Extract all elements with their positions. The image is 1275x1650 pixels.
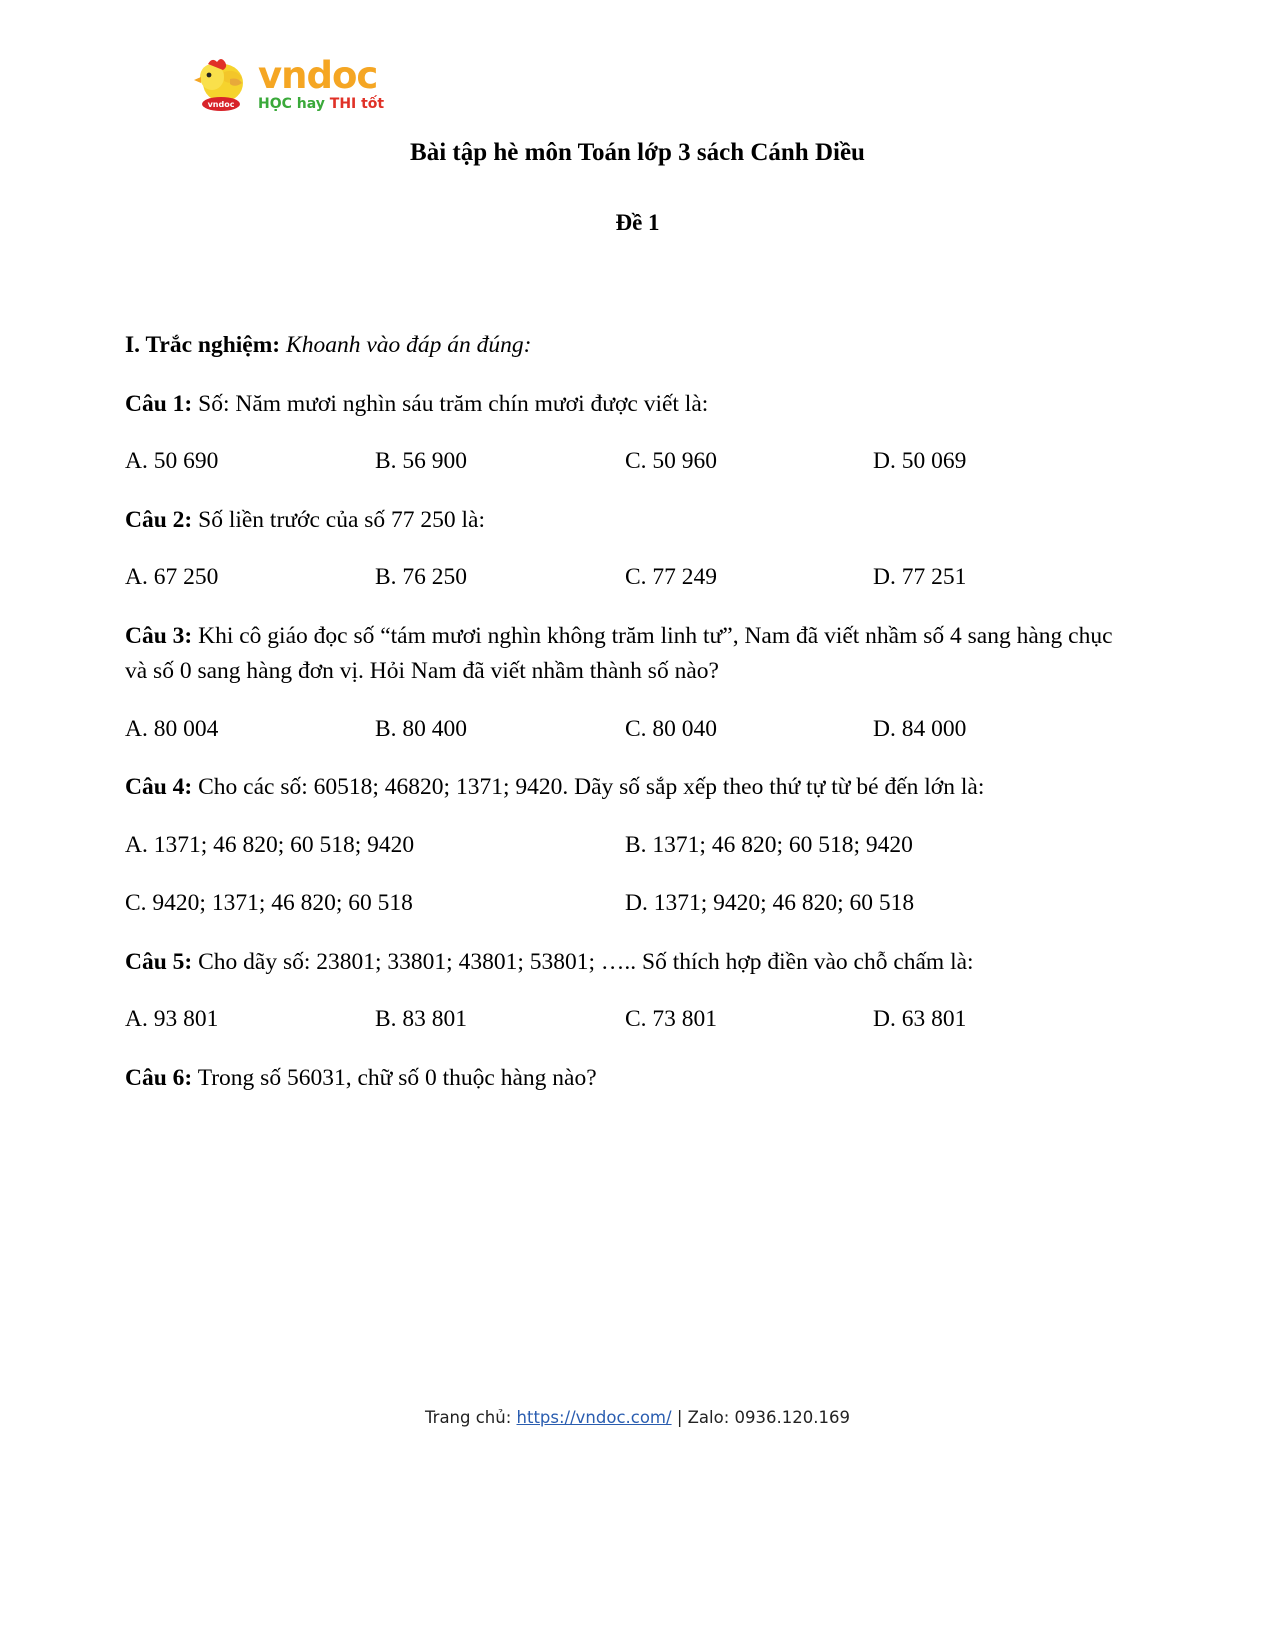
question-3-text: Khi cô giáo đọc số “tám mươi nghìn không trăm linh tư”, Nam đã viết nhầm số 4 sang hàng chục và số 0 sang hàng đơn vị. Hỏi Nam đã viết nhầm thành số nào? — [125, 622, 1113, 685]
question-4 — [125, 770, 1135, 806]
question-1-option-c[interactable]: C. 50 960 — [625, 448, 718, 475]
question-3-option-d[interactable]: D. 84 000 — [873, 716, 967, 743]
question-2-text: Số liền trước của số 77 250 là: — [198, 506, 486, 533]
logo-tagline — [258, 97, 384, 111]
question-3 — [125, 619, 1135, 690]
page-footer — [0, 1408, 1275, 1427]
question-4-label: Câu 4: — [125, 774, 193, 801]
logo-wordmark — [258, 54, 385, 112]
question-6-label: Câu 6: — [125, 1064, 193, 1091]
question-4-option-b[interactable]: B. 1371; 46 820; 60 518; 9420 — [625, 832, 913, 859]
footer-homepage-link[interactable]: https://vndoc.com/ — [516, 1408, 672, 1427]
question-4-option-c[interactable]: C. 9420; 1371; 46 820; 60 518 — [125, 890, 413, 917]
question-5-option-d[interactable]: D. 63 801 — [873, 1006, 967, 1033]
svg-text:vndoc: vndoc — [207, 100, 235, 109]
question-4-option-a[interactable]: A. 1371; 46 820; 60 518; 9420 — [125, 832, 415, 859]
question-2-option-b[interactable]: B. 76 250 — [375, 564, 468, 591]
footer-prefix: Trang chủ: — [425, 1408, 517, 1427]
question-5-option-c[interactable]: C. 73 801 — [625, 1006, 718, 1033]
question-1-option-b[interactable]: B. 56 900 — [375, 448, 468, 475]
question-4-options-row-2 — [125, 886, 1135, 921]
question-1-text: Số: Năm mươi nghìn sáu trăm chín mươi được viết là: — [198, 390, 709, 417]
site-logo — [190, 55, 384, 113]
question-6-text: Trong số 56031, chữ số 0 thuộc hàng nào? — [197, 1064, 597, 1091]
question-4-text: Cho các số: 60518; 46820; 1371; 9420. Dãy số sắp xếp theo thứ tự từ bé đến lớn là: — [198, 774, 985, 801]
document-title: Bài tập hè môn Toán lớp 3 sách Cánh Diều — [410, 139, 865, 166]
question-1 — [125, 387, 1135, 423]
document-body — [125, 328, 1135, 1118]
question-3-options — [125, 712, 1135, 747]
question-1-option-a[interactable]: A. 50 690 — [125, 448, 219, 475]
question-2-label: Câu 2: — [125, 506, 193, 533]
section-heading — [125, 328, 1135, 364]
question-2-option-c[interactable]: C. 77 249 — [625, 564, 718, 591]
question-4-options-row-1 — [125, 828, 1135, 863]
logo-word: vndoc — [258, 54, 378, 97]
section-instruction: Khoanh vào đáp án đúng: — [286, 332, 532, 358]
question-2-options — [125, 560, 1135, 595]
question-1-options — [125, 444, 1135, 479]
question-3-label: Câu 3: — [125, 622, 193, 649]
logo-tagline-green: HỌC hay — [258, 96, 325, 112]
question-5-options — [125, 1002, 1135, 1037]
footer-suffix: | Zalo: 0936.120.169 — [671, 1408, 850, 1427]
question-2-option-d[interactable]: D. 77 251 — [873, 564, 967, 591]
question-1-option-d[interactable]: D. 50 069 — [873, 448, 967, 475]
question-1-label: Câu 1: — [125, 390, 193, 417]
question-3-option-c[interactable]: C. 80 040 — [625, 716, 718, 743]
question-4-option-d[interactable]: D. 1371; 9420; 46 820; 60 518 — [625, 890, 915, 917]
question-5-option-b[interactable]: B. 83 801 — [375, 1006, 468, 1033]
question-5 — [125, 945, 1135, 981]
document-subtitle: Đề 1 — [615, 210, 660, 235]
question-5-text: Cho dãy số: 23801; 33801; 43801; 53801; ….. Số thích hợp điền vào chỗ chấm là: — [198, 948, 974, 975]
question-2 — [125, 503, 1135, 539]
question-5-option-a[interactable]: A. 93 801 — [125, 1006, 219, 1033]
logo-tagline-red: THI tốt — [329, 96, 385, 112]
question-6 — [125, 1061, 1135, 1097]
question-3-option-b[interactable]: B. 80 400 — [375, 716, 468, 743]
question-3-option-a[interactable]: A. 80 004 — [125, 716, 219, 743]
section-heading-label: I. Trắc nghiệm: — [125, 332, 281, 358]
question-5-label: Câu 5: — [125, 948, 193, 975]
question-2-option-a[interactable]: A. 67 250 — [125, 564, 219, 591]
vndoc-chicken-logo-icon — [190, 55, 252, 113]
